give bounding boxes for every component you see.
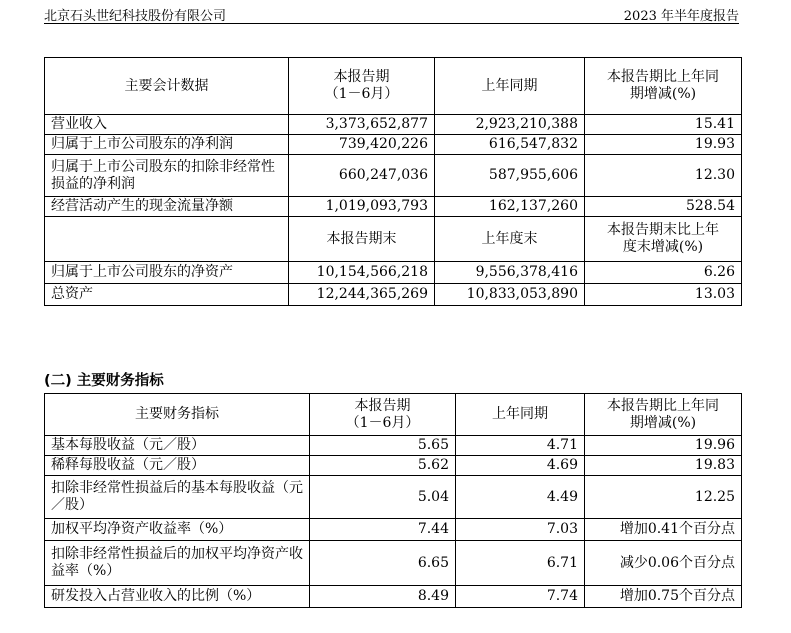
prior-value: 4.69 [456,456,585,476]
header-cell-line: 期增减(%) [629,86,697,102]
row-label: 经营活动产生的现金流量净额 [45,197,289,217]
row-label: 营业收入 [45,115,289,135]
row-label: 扣除非经常性损益后的基本每股收益（元／股） [45,476,310,519]
row-label: 基本每股收益（元／股） [45,436,310,456]
empty-cell [45,217,289,262]
header-cell-line: 度末增减(%) [622,239,704,255]
current-value: 10,154,566,218 [289,262,435,284]
current-value: 7.44 [310,519,456,541]
row-label: 归属于上市公司股东的扣除非经常性损益的净利润 [45,155,289,197]
prior-value: 162,137,260 [435,197,585,217]
row-label: 研发投入占营业收入的比例（%） [45,586,310,608]
header-cell-line: （1－6月） [345,414,420,431]
header-cell-line: 本报告期比上年同 [607,397,719,414]
prior-value: 2,923,210,388 [435,115,585,135]
table-row [45,456,742,476]
change-value: 增加0.75个百分点 [585,586,742,608]
table-row [45,155,742,197]
header-cell: 主要财务指标 [45,394,310,436]
header-divider [44,23,739,24]
change-value: 19.83 [585,456,742,476]
header-cell [310,394,456,436]
section-heading: (二) 主要财务指标 [44,373,164,389]
change-value: 15.41 [585,115,742,135]
header-cell: 主要会计数据 [45,58,289,115]
current-value: 5.04 [310,476,456,519]
header-cell: 上年同期 [435,58,585,115]
report-title: 2023 年半年度报告 [623,9,739,24]
header-cell [585,217,742,262]
row-label: 扣除非经常性损益后的加权平均净资产收益率（%） [45,541,310,586]
prior-value: 4.71 [456,436,585,456]
table-row [45,541,742,586]
key-financial-indicators-table [44,393,742,608]
row-label: 稀释每股收益（元／股） [45,456,310,476]
current-value: 6.65 [310,541,456,586]
row-label: 归属于上市公司股东的净利润 [45,135,289,155]
current-value: 5.62 [310,456,456,476]
header-cell-line: 本报告期比上年同 [607,69,719,85]
change-value: 13.03 [585,284,742,306]
prior-value: 6.71 [456,541,585,586]
prior-value: 10,833,053,890 [435,284,585,306]
header-cell-line: 本报告期末比上年 [607,222,719,238]
current-value: 3,373,652,877 [289,115,435,135]
table-row [45,135,742,155]
current-value: 5.65 [310,436,456,456]
change-value: 528.54 [585,197,742,217]
prior-value: 4.49 [456,476,585,519]
table-header-row [45,58,742,115]
table-row [45,197,742,217]
header-cell: 上年度末 [435,217,585,262]
change-value: 19.93 [585,135,742,155]
header-cell: 上年同期 [456,394,585,436]
header-cell [585,394,742,436]
header-cell: 本报告期末 [289,217,435,262]
prior-value: 7.74 [456,586,585,608]
header-cell-line: 本报告期 [333,69,390,85]
table-row [45,476,742,519]
row-label: 归属于上市公司股东的净资产 [45,262,289,284]
prior-value: 587,955,606 [435,155,585,197]
table-row [45,284,742,306]
header-cell [289,58,435,115]
current-value: 8.49 [310,586,456,608]
key-accounting-data-table [44,57,742,306]
table-row [45,519,742,541]
change-value: 增加0.41个百分点 [585,519,742,541]
current-value: 739,420,226 [289,135,435,155]
prior-value: 9,556,378,416 [435,262,585,284]
header-cell-line: 期增减(%) [629,414,697,431]
header-cell-line: （1－6月） [324,86,399,102]
prior-value: 7.03 [456,519,585,541]
change-value: 6.26 [585,262,742,284]
change-value: 减少0.06个百分点 [585,541,742,586]
change-value: 19.96 [585,436,742,456]
header-cell [585,58,742,115]
company-name: 北京石头世纪科技股份有限公司 [44,9,227,24]
current-value: 1,019,093,793 [289,197,435,217]
row-label: 加权平均净资产收益率（%） [45,519,310,541]
current-value: 12,244,365,269 [289,284,435,306]
current-value: 660,247,036 [289,155,435,197]
table-subheader-row [45,217,742,262]
prior-value: 616,547,832 [435,135,585,155]
change-value: 12.25 [585,476,742,519]
table-row [45,436,742,456]
header-cell-line: 本报告期 [354,397,411,414]
row-label: 总资产 [45,284,289,306]
table-row [45,115,742,135]
table-row [45,262,742,284]
table-row [45,586,742,608]
table-header-row [45,394,742,436]
change-value: 12.30 [585,155,742,197]
